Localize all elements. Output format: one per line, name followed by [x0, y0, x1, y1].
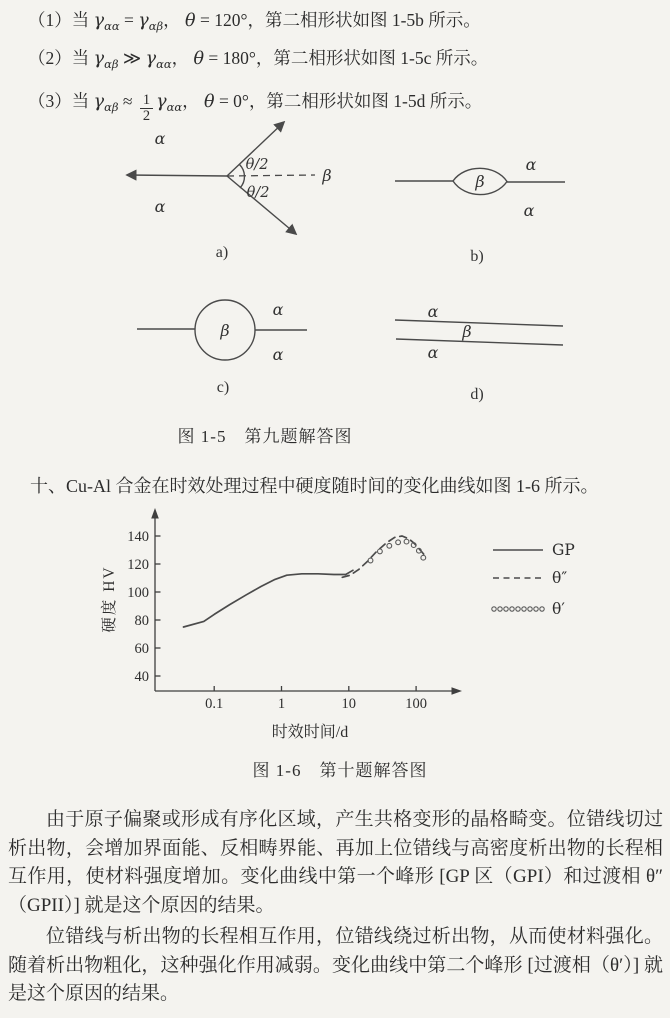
alpha-label: α: [427, 343, 439, 362]
subfigure-label-c: c): [216, 379, 230, 396]
operator: =: [119, 10, 139, 30]
theta-value: = 180°: [204, 48, 256, 68]
diagram-d: [395, 302, 563, 403]
theta-value: = 120°: [195, 10, 248, 30]
comma: ，: [163, 10, 186, 30]
data-point-circle: [404, 539, 409, 544]
legend-circles-sample: [522, 607, 526, 611]
comma: ，: [182, 91, 205, 111]
alpha-label: α: [154, 129, 166, 148]
gamma-symbol: γ: [93, 11, 105, 31]
beta-label: β: [220, 321, 230, 340]
x-tick-label: 100: [405, 696, 427, 712]
alpha-label: α: [154, 197, 166, 216]
legend-circles-sample: [528, 607, 532, 611]
y-axis-arrow: [151, 508, 159, 519]
gamma-subscript: αβ: [104, 100, 119, 114]
statement-2: [28, 42, 648, 80]
figure-1-6-caption: 图 1-6 第十题解答图: [252, 761, 428, 780]
y-tick-label: 120: [127, 557, 149, 573]
y-tick-label: 40: [134, 669, 149, 685]
legend-circles-sample: [498, 607, 502, 611]
theta-half-label: θ/2: [246, 185, 270, 201]
paragraph-1: 由于原子偏聚或形成有序化区域，产生共格变形的晶格畸变。位错线切过析出物，会增加界面能、反相畴界能、再加上位错线与高密度析出物的长程相互作用，使材料强度增加。变化曲线中第一个峰形 [GP 区（GPI）和过渡相 θ″（GPII）] 就是这个原因的结果。: [8, 809, 663, 916]
data-point-circle: [368, 558, 373, 563]
series-curve-dashed: [342, 536, 425, 577]
y-tick-label: 140: [127, 529, 149, 545]
fraction-denominator: 2: [140, 108, 153, 124]
theta-symbol: θ: [193, 49, 205, 69]
data-point-circle: [378, 549, 383, 554]
data-point-circle: [421, 555, 426, 560]
theta-symbol: θ: [185, 11, 196, 31]
gamma-subscript: αβ: [104, 57, 119, 71]
beta-label: β: [322, 166, 332, 185]
legend-circles-sample: [504, 607, 508, 611]
legend-circles-sample: [492, 607, 496, 611]
figure-1-5-diagrams: [80, 108, 580, 408]
statement-tail: ，第二相形状如图 1-5c 所示。: [255, 48, 489, 68]
diagram-b: [395, 155, 565, 265]
x-tick-label: 1: [277, 696, 286, 712]
alpha-label: α: [427, 302, 439, 321]
theta-value: = 0°: [214, 91, 249, 111]
y-tick-label: 100: [127, 585, 149, 601]
section-10-marker: 十、: [30, 476, 66, 496]
operator: ≫: [118, 48, 146, 68]
gamma-subscript: αα: [104, 19, 120, 33]
series-curve-solid: [184, 570, 353, 627]
gamma-subscript: αβ: [148, 19, 164, 33]
x-tick-label: 0.1: [205, 696, 224, 712]
legend-label: θ″: [552, 569, 568, 587]
diagram-a: [127, 122, 332, 261]
y-tick-label: 60: [134, 641, 149, 657]
alpha-label: α: [272, 345, 284, 364]
x-axis-arrow: [452, 687, 463, 695]
statement-text: 当: [71, 91, 94, 111]
figure-1-5-caption: 图 1-5 第九题解答图: [177, 427, 353, 446]
gamma-symbol: γ: [138, 11, 149, 31]
figure-1-6-chart: [90, 503, 600, 718]
diagram-c: [137, 300, 307, 396]
alpha-label: α: [525, 155, 537, 174]
statement-tail: ，第二相形状如图 1-5d 所示。: [248, 91, 483, 111]
subfigure-label-b: b): [470, 248, 484, 265]
section-10-line: [30, 472, 660, 498]
legend-circles-sample: [540, 607, 544, 611]
gamma-subscript: αα: [156, 57, 172, 71]
theta-half-label: θ/2: [245, 157, 269, 173]
statement-number: （1）: [28, 10, 72, 30]
explanation-text: [8, 806, 663, 1012]
legend-label: θ′: [552, 600, 565, 618]
gamma-symbol: γ: [93, 92, 105, 112]
paragraph-2: 位错线与析出物的长程相互作用，位错线绕过析出物，从而使材料强化。随着析出物粗化，这种强化作用减弱。变化曲线中第二个峰形 [过渡相（θ′）] 就是这个原因的结果。: [8, 926, 663, 1004]
subfigure-label-d: d): [470, 386, 484, 403]
alpha-label: α: [523, 201, 535, 220]
statement-number: （2）: [28, 48, 72, 68]
beta-label: β: [462, 322, 472, 341]
alpha-label: α: [272, 300, 284, 319]
operator: ≈: [118, 91, 137, 111]
statement-1: [28, 4, 648, 42]
fraction-numerator: 1: [142, 92, 151, 109]
gamma-symbol: γ: [156, 92, 167, 112]
x-tick-label: 10: [341, 696, 357, 712]
statement-number: （3）: [28, 91, 72, 111]
legend-label: GP: [552, 541, 575, 559]
gamma-subscript: αα: [166, 100, 183, 114]
statement-text: 当: [71, 10, 94, 30]
legend-circles-sample: [534, 607, 538, 611]
statement-tail: ，第二相形状如图 1-5b 所示。: [247, 10, 481, 30]
section-10-text: Cu-Al 合金在时效处理过程中硬度随时间的变化曲线如图 1-6 所示。: [66, 476, 599, 496]
legend-circles-sample: [516, 607, 520, 611]
chart-canvas: [90, 503, 600, 718]
chart-y-axis-label: 硬度 HV: [101, 565, 118, 633]
gamma-symbol: γ: [145, 49, 157, 69]
comma: ，: [171, 48, 194, 68]
beta-label: β: [475, 172, 485, 191]
legend-circles-sample: [510, 607, 514, 611]
data-point-circle: [387, 543, 392, 548]
chart-x-axis-label: 时效时间/d: [271, 724, 349, 741]
subfigure-label-a: a): [215, 244, 229, 261]
y-tick-label: 80: [134, 613, 149, 629]
gamma-symbol: γ: [93, 49, 105, 69]
statement-text: 当: [71, 48, 94, 68]
theta-symbol: θ: [204, 92, 215, 112]
data-point-circle: [396, 540, 401, 545]
